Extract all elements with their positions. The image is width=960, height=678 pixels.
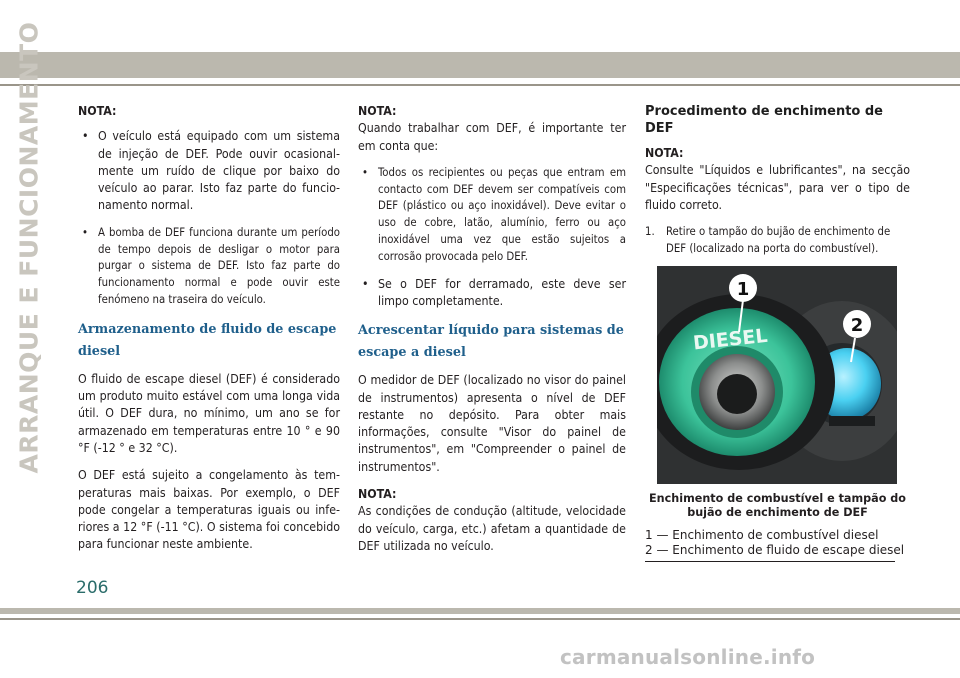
legend-rule — [645, 561, 895, 562]
paragraph: O DEF está sujeito a congelamento às temperaturas mais baixas. Por exemplo, o DEF pode congelar a temperaturas iguais ou inferiores a 12 °F (-11 °C). O sistema foi concebido para funcionar neste ambiente. — [78, 468, 340, 552]
section-heading: Armazenamento de fluido de escape diesel — [78, 321, 337, 359]
bullet-icon: • — [362, 276, 369, 291]
step-text: Retire o tampão do bujão de enchimento de DEF (localizado na porta do combustível). — [666, 225, 891, 255]
column-1 — [78, 103, 340, 564]
section-heading: Procedimento de enchimento de DEF — [645, 104, 883, 136]
fuel-filler-illustration — [657, 266, 897, 484]
note-text: Quando trabalhar com DEF, é importante ter em conta que: — [358, 121, 626, 153]
bullet-text: Se o DEF for derramado, este deve ser limpo completamente. — [378, 276, 626, 308]
note-label: NOTA: — [358, 104, 397, 118]
note-label: NOTA: — [358, 487, 397, 502]
paragraph: O fluido de escape diesel (DEF) é considerado um produto muito estável com uma longa vida útil. O DEF dura, no mínimo, um ano se for armazenado em temperaturas entre 10 ° e 90 °F (-12 ° e 32 °C). — [78, 371, 340, 455]
def-label — [829, 416, 875, 426]
bullet-icon: • — [362, 165, 368, 179]
note-label: NOTA: — [645, 146, 684, 160]
list-item — [358, 276, 626, 311]
side-chapter-label: ARRANQUE E FUNCIONAMENTO — [14, 21, 44, 473]
diesel-ring-text: DIESEL — [692, 324, 769, 355]
fuel-filler-photo — [657, 266, 897, 484]
watermark: carmanualsonline.info — [560, 645, 816, 669]
footer-band — [0, 608, 960, 614]
page-number: 206 — [76, 578, 109, 598]
note-label: NOTA: — [78, 104, 117, 118]
bullet-icon: • — [82, 225, 88, 239]
header-band — [0, 52, 960, 78]
legend-item: 1 — Enchimento de combustível diesel — [645, 527, 879, 542]
bullet-text: O veículo está equipado com um sistema de injeção de DEF. Pode ouvir ocasionalmente um ruído de clique por baixo do veículo ao parar. Isto faz parte do funcionamento normal. — [98, 129, 340, 213]
list-item — [78, 225, 340, 309]
bullet-text: A bomba de DEF funciona durante um período de tempo depois de desligar o motor para purgar o sistema de DEF. Isto faz parte do funcionamento normal e pode ouvir este fenómeno na traseira do veículo. — [98, 225, 340, 306]
list-item — [645, 224, 910, 258]
list-item — [358, 165, 626, 266]
footer-rule — [0, 618, 960, 620]
callout-1-number: 1 — [736, 278, 750, 300]
header-rule — [0, 84, 960, 86]
paragraph: O medidor de DEF (localizado no visor do painel de instrumentos) apresenta o nível de DEF restante no depósito. Para obter mais informações, consulte "Visor do painel de instrumentos", em "Compreender o painel de instrumentos". — [358, 373, 626, 474]
nozzle-hole — [717, 374, 757, 414]
note-text: As condições de condução (altitude, velocidade do veículo, carga, etc.) afetam a quantidade de DEF utilizada no veículo. — [358, 504, 626, 553]
section-heading: Acrescentar líquido para sistemas de escape a diesel — [358, 323, 624, 361]
callout-2-number: 2 — [850, 314, 864, 336]
bullet-text: Todos os recipientes ou peças que entram em contacto com DEF devem ser compatíveis com DEF (plástico ou aço inoxidável). Deve evitar o uso de cobre, latão, alumínio, ferro ou aço inoxidável uma vez que estão sujeitos a corrosão provocada pelo DEF. — [378, 165, 626, 263]
step-number: 1. — [645, 225, 655, 239]
bullet-icon: • — [82, 129, 89, 144]
figure-caption: Enchimento de combustível e tampão do bujão de enchimento de DEF — [649, 491, 906, 519]
note-text: Consulte "Líquidos e lubrificantes", na secção "Especificações técnicas", para ver o tipo de fluido correto. — [645, 163, 910, 212]
column-3 — [645, 103, 910, 562]
side-chapter-tab — [4, 21, 54, 473]
list-item — [78, 128, 340, 214]
legend-item: 2 — Enchimento de fluido de escape diesel — [645, 542, 905, 557]
column-2 — [358, 103, 626, 565]
